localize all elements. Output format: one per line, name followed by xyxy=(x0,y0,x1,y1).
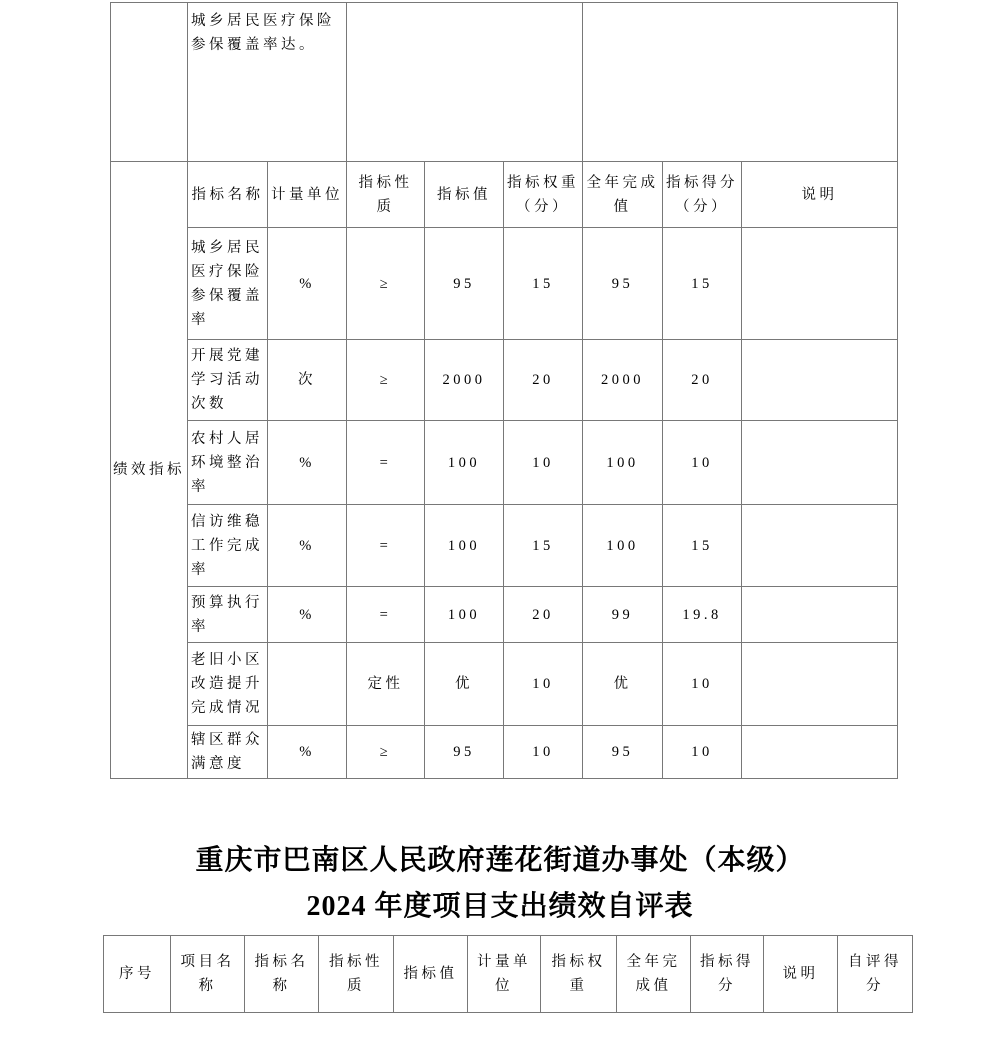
annual-value-cell: 100 xyxy=(583,505,663,587)
target-value-cell: 95 xyxy=(425,726,504,779)
indicator-name-cell: 预算执行率 xyxy=(188,587,268,643)
note-cell xyxy=(742,643,898,726)
score-cell: 19.8 xyxy=(663,587,742,643)
self-eval-header-project-name: 项目名称 xyxy=(171,936,245,1013)
header-target-value: 指标值 xyxy=(425,162,504,228)
score-cell: 10 xyxy=(663,421,742,505)
indicator-name-cell: 老旧小区改造提升完成情况 xyxy=(188,643,268,726)
continuation-left-cell xyxy=(111,3,188,162)
nature-cell: 定性 xyxy=(347,643,425,726)
target-value-cell: 95 xyxy=(425,228,504,340)
self-eval-header-self-score: 自评得分 xyxy=(838,936,913,1013)
header-indicator-name: 指标名称 xyxy=(188,162,268,228)
nature-cell: = xyxy=(347,505,425,587)
score-cell: 15 xyxy=(663,228,742,340)
report-title-line2: 2024 年度项目支出绩效自评表 xyxy=(306,891,694,922)
indicator-row xyxy=(111,228,898,340)
target-value-cell: 100 xyxy=(425,587,504,643)
score-cell: 15 xyxy=(663,505,742,587)
unit-cell xyxy=(268,643,347,726)
report-title xyxy=(0,838,1000,930)
weight-cell: 15 xyxy=(504,228,583,340)
nature-cell: ≥ xyxy=(347,228,425,340)
self-eval-header-note: 说明 xyxy=(764,936,838,1013)
note-cell xyxy=(742,726,898,779)
performance-indicator-table xyxy=(110,2,898,779)
annual-value-cell: 100 xyxy=(583,421,663,505)
self-eval-header-score: 指标得分 xyxy=(691,936,764,1013)
indicator-row xyxy=(111,643,898,726)
report-title-line1: 重庆市巴南区人民政府莲花街道办事处（本级） xyxy=(195,845,805,876)
nature-cell: ≥ xyxy=(347,726,425,779)
annual-value-cell: 2000 xyxy=(583,340,663,421)
note-cell xyxy=(742,505,898,587)
header-unit: 计量单位 xyxy=(268,162,347,228)
target-value-cell: 优 xyxy=(425,643,504,726)
unit-cell: 次 xyxy=(268,340,347,421)
weight-cell: 10 xyxy=(504,421,583,505)
target-value-cell: 100 xyxy=(425,421,504,505)
header-score: 指标得分（分） xyxy=(663,162,742,228)
indicator-name-cell: 农村人居环境整治率 xyxy=(188,421,268,505)
self-eval-header-nature: 指标性质 xyxy=(319,936,394,1013)
indicator-name-cell: 信访维稳工作完成率 xyxy=(188,505,268,587)
self-eval-header-seq: 序号 xyxy=(104,936,171,1013)
indicator-row xyxy=(111,340,898,421)
unit-cell: % xyxy=(268,726,347,779)
row-group-label-cell: 绩效指标 xyxy=(111,162,188,779)
self-eval-header-unit: 计量单位 xyxy=(468,936,541,1013)
annual-value-cell: 99 xyxy=(583,587,663,643)
header-annual-value: 全年完成值 xyxy=(583,162,663,228)
nature-cell: ≥ xyxy=(347,340,425,421)
indicator-row xyxy=(111,587,898,643)
indicator-name-cell: 开展党建学习活动次数 xyxy=(188,340,268,421)
weight-cell: 20 xyxy=(504,587,583,643)
note-cell xyxy=(742,587,898,643)
unit-cell: % xyxy=(268,421,347,505)
self-eval-table xyxy=(103,935,913,1013)
indicator-name-cell: 辖区群众满意度 xyxy=(188,726,268,779)
document-page xyxy=(0,2,1000,1040)
indicator-name-cell: 城乡居民医疗保险参保覆盖率 xyxy=(188,228,268,340)
annual-value-cell: 95 xyxy=(583,726,663,779)
score-cell: 10 xyxy=(663,643,742,726)
score-cell: 20 xyxy=(663,340,742,421)
header-note: 说明 xyxy=(742,162,898,228)
annual-goal-text-cell: 城乡居民医疗保险参保覆盖率达。 xyxy=(188,3,347,162)
weight-cell: 20 xyxy=(504,340,583,421)
header-nature: 指标性质 xyxy=(347,162,425,228)
annual-value-cell: 95 xyxy=(583,228,663,340)
continuation-spacer-cell-2 xyxy=(583,3,898,162)
nature-cell: = xyxy=(347,587,425,643)
performance-header-row xyxy=(111,162,898,228)
self-eval-header-row xyxy=(104,936,913,1013)
unit-cell: % xyxy=(268,505,347,587)
header-weight: 指标权重（分） xyxy=(504,162,583,228)
continuation-row xyxy=(111,3,898,162)
annual-value-cell: 优 xyxy=(583,643,663,726)
note-cell xyxy=(742,421,898,505)
weight-cell: 10 xyxy=(504,643,583,726)
nature-cell: = xyxy=(347,421,425,505)
self-eval-header-annual-value: 全年完成值 xyxy=(617,936,691,1013)
indicator-row xyxy=(111,421,898,505)
unit-cell: % xyxy=(268,587,347,643)
weight-cell: 10 xyxy=(504,726,583,779)
self-eval-header-target-value: 指标值 xyxy=(394,936,468,1013)
note-cell xyxy=(742,228,898,340)
target-value-cell: 100 xyxy=(425,505,504,587)
indicator-row xyxy=(111,726,898,779)
self-eval-header-indicator-name: 指标名称 xyxy=(245,936,319,1013)
unit-cell: % xyxy=(268,228,347,340)
self-eval-header-weight: 指标权重 xyxy=(541,936,617,1013)
target-value-cell: 2000 xyxy=(425,340,504,421)
weight-cell: 15 xyxy=(504,505,583,587)
note-cell xyxy=(742,340,898,421)
continuation-spacer-cell-1 xyxy=(347,3,583,162)
score-cell: 10 xyxy=(663,726,742,779)
indicator-row xyxy=(111,505,898,587)
